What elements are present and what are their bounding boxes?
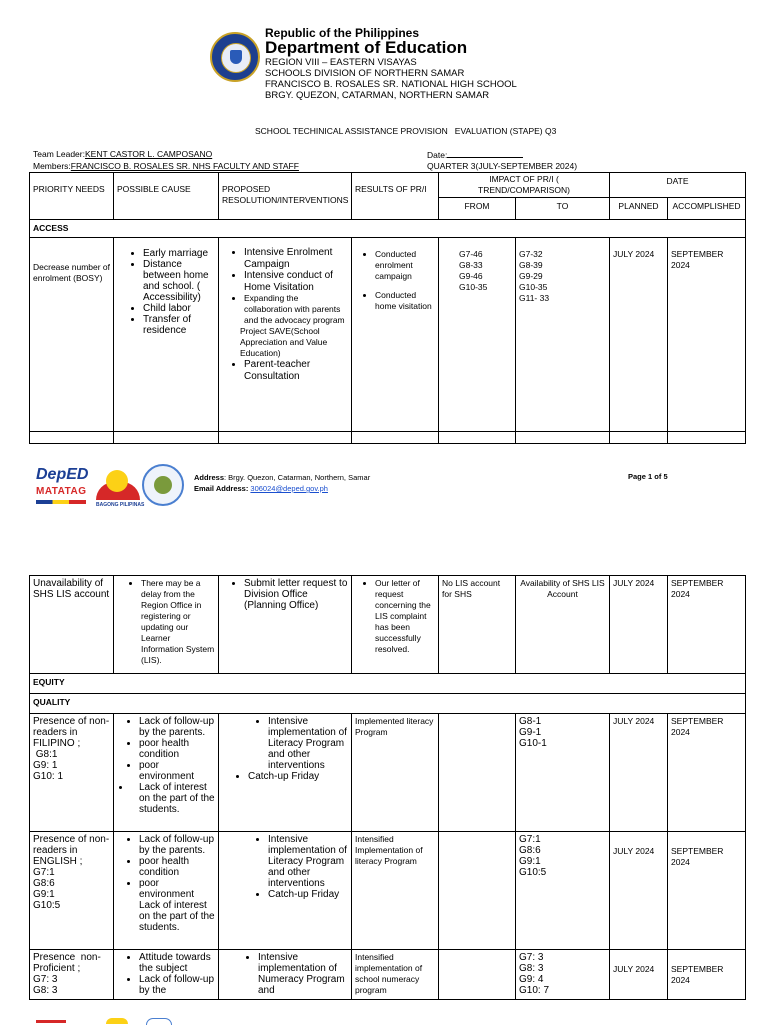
- intervention-item: • Submit letter request to Division Office (Planning Office): [244, 578, 348, 611]
- to-value: G10:5: [519, 867, 547, 878]
- priority-title: Presence non-Proficient ;: [33, 952, 101, 974]
- cause-item: • Lack of follow-up by the parents.: [139, 716, 215, 738]
- header-cause: POSSIBLE CAUSE: [114, 173, 219, 220]
- to-value: G10-1: [519, 738, 547, 749]
- intervention-item: • Catch-up Friday: [248, 771, 348, 782]
- causes-enrolment: [114, 238, 219, 432]
- result-item: • Our letter of request concerning the LIS complaint has been successfully resolved.: [375, 578, 435, 655]
- priority-line: G7: 3: [33, 974, 58, 985]
- accomplished-numeracy: SEPTEMBER 2024: [668, 950, 746, 1000]
- email-link[interactable]: 306024@deped.gov.ph: [250, 484, 328, 493]
- to-value: G9-1: [519, 727, 542, 738]
- header-planned: PLANNED: [610, 198, 668, 220]
- from-value: G8-33: [459, 260, 483, 270]
- header-from: FROM: [439, 198, 516, 220]
- cause-item: • Lack of follow-up by the parents.: [139, 834, 215, 856]
- cause-lis: [114, 576, 219, 674]
- intervention-item: • Intensive conduct of Home Visitation: [244, 270, 348, 293]
- quarter-label: QUARTER 3(JULY-SEPTEMBER 2024): [427, 161, 578, 171]
- accomplished-enrolment: SEPTEMBER 2024: [668, 238, 746, 432]
- address-value: : Brgy. Quezon, Catarman, Northern, Samar: [224, 473, 371, 482]
- members-label: Members:: [33, 161, 71, 171]
- header-accomplished: ACCOMPLISHED: [668, 198, 746, 220]
- result-english: Intensified Implementation of literacy Program: [352, 832, 439, 950]
- cause-item: • poor health condition: [139, 856, 215, 878]
- from-lis: No LIS account for SHS: [439, 576, 516, 674]
- intervention-item: • Intensive implementation of Literacy Program and other interventions: [268, 834, 348, 889]
- document-title: SCHOOL TECHINICAL ASSISTANCE PROVISION EVALUATION (STAPE) Q3: [255, 126, 557, 136]
- stape-table-page2: [29, 575, 746, 1000]
- to-value: G10: 7: [519, 985, 550, 996]
- page-current: 1: [648, 472, 653, 481]
- to-value: G8:6: [519, 845, 541, 856]
- email-label: Email Address: [194, 484, 246, 493]
- accomplished-english: SEPTEMBER 2024: [668, 832, 746, 950]
- cause-item: • Lack of follow-up by the: [139, 974, 215, 996]
- interventions-numeracy: [219, 950, 352, 1000]
- date-line: [427, 149, 523, 160]
- from-enrolment: [439, 238, 516, 432]
- result-numeracy: Intensified implementation of school numeracy program: [352, 950, 439, 1000]
- intervention-item: • Intensive implementation of Numeracy Program and: [258, 952, 348, 996]
- cause-item: • poor health condition: [139, 738, 215, 760]
- to-value: G7:1: [519, 834, 541, 845]
- accomplished-lis: SEPTEMBER 2024: [668, 576, 746, 674]
- planned-english: JULY 2024: [610, 832, 668, 950]
- to-lis: Availability of SHS LIS Account: [516, 576, 610, 674]
- planned-numeracy: JULY 2024: [610, 950, 668, 1000]
- cause-item: • Early marriage: [143, 248, 215, 259]
- team-leader-line: [33, 149, 212, 159]
- priority-line: G10:5: [33, 900, 61, 911]
- footer-logos: [36, 464, 186, 512]
- to-value: G9: 4: [519, 974, 544, 985]
- priority-line: G8:1: [33, 749, 58, 760]
- bagong-pilipinas-text: BAGONG PILIPINAS: [96, 502, 145, 508]
- cause-item: • Child labor: [143, 303, 215, 314]
- to-value: G9:1: [519, 856, 541, 867]
- project-save: Project SAVE(School Appreciation and Value Education): [240, 326, 328, 358]
- planned-lis: JULY 2024: [610, 576, 668, 674]
- section-access: ACCESS: [30, 220, 746, 238]
- header-address: BRGY. QUEZON, CATARMAN, NORTHERN SAMAR: [265, 90, 490, 101]
- empty-cell: [30, 432, 114, 444]
- accomplished-filipino: SEPTEMBER 2024: [668, 714, 746, 832]
- section-quality: QUALITY: [30, 694, 746, 714]
- empty-cell: [668, 432, 746, 444]
- result-filipino: Implemented literacy Program: [352, 714, 439, 832]
- to-value: G7-32: [519, 249, 543, 259]
- cause-item: • poor environment Lack of interest on the part of the students.: [139, 878, 215, 933]
- intervention-item: • Intensive Enrolment Campaign: [244, 247, 348, 270]
- intervention-item: • Intensive implementation of Literacy Program and other interventions: [268, 716, 348, 771]
- to-enrolment: [516, 238, 610, 432]
- header-proposed: PROPOSED RESOLUTION/INTERVENTIONS: [219, 173, 352, 220]
- team-leader-name: KENT CASTOR L. CAMPOSANO: [84, 149, 213, 159]
- priority-line: G8:6: [33, 878, 55, 889]
- matatag-wordmark: MATATAG: [36, 486, 87, 497]
- priority-line: G9:1: [33, 889, 55, 900]
- page-label: Page: [628, 472, 649, 481]
- team-leader-label: Team Leader:: [33, 149, 85, 159]
- cause-item: • There may be a delay from the Region Office in registering or updating our Learner Information System (LIS).: [141, 578, 215, 666]
- causes-english: [114, 832, 219, 950]
- date-label: Date:: [427, 150, 448, 160]
- members-line: [33, 161, 299, 171]
- header-division: SCHOOLS DIVISION OF NORTHERN SAMAR: [265, 68, 465, 79]
- results-enrolment: [352, 238, 439, 432]
- empty-cell: [610, 432, 668, 444]
- to-value: G7: 3: [519, 952, 544, 963]
- date-blank: [447, 149, 523, 158]
- section-equity: EQUITY: [30, 674, 746, 694]
- empty-cell: [114, 432, 219, 444]
- stape-table-page1: [29, 172, 746, 444]
- intervention-item: • Expanding the collaboration with parents and the advocacy program: [244, 293, 348, 326]
- from-value: G10-35: [459, 282, 488, 292]
- from-numeracy: [439, 950, 516, 1000]
- cause-item: • Distance between home and school. ( Accessibility): [143, 259, 215, 303]
- cause-item: • Lack of interest on the part of the students.: [131, 782, 215, 815]
- planned-filipino: JULY 2024: [610, 714, 668, 832]
- footer-logos-cropped: [36, 1016, 196, 1024]
- result-item: • Conducted enrolment campaign: [375, 249, 435, 282]
- priority-line: G10: 1: [33, 771, 64, 782]
- priority-numeracy: [30, 950, 114, 1000]
- to-value: G9-29: [519, 271, 543, 281]
- from-value: G7-46: [459, 249, 483, 259]
- header-region: REGION VIII – EASTERN VISAYAS: [265, 57, 417, 68]
- school-seal-logo: [142, 464, 184, 506]
- from-value: G9-46: [459, 271, 483, 281]
- header-school: FRANCISCO B. ROSALES SR. NATIONAL HIGH SCHOOL: [265, 79, 517, 90]
- to-value: G8-1: [519, 716, 542, 727]
- causes-numeracy: [114, 950, 219, 1000]
- priority-title: Presence of non-readers in ENGLISH ;: [33, 834, 110, 867]
- header-results: RESULTS OF PR/I: [352, 173, 439, 220]
- from-filipino: [439, 714, 516, 832]
- intervention-lis: [219, 576, 352, 674]
- causes-filipino: [114, 714, 219, 832]
- page-number: [628, 472, 668, 481]
- cause-item: • Transfer of residence: [143, 314, 215, 336]
- to-value: G10-35: [519, 282, 548, 292]
- priority-line: G9: 1: [33, 760, 58, 771]
- priority-lis: Unavailability of SHS LIS account: [30, 576, 114, 674]
- from-english: [439, 832, 516, 950]
- planned-enrolment: JULY 2024: [610, 238, 668, 432]
- members-value: FRANCISCO B. ROSALES SR. NHS FACULTY AND STAFF: [70, 161, 299, 171]
- priority-line: G8: 3: [33, 985, 58, 996]
- interventions-english: [219, 832, 352, 950]
- page-of: of: [652, 472, 664, 481]
- priority-english: [30, 832, 114, 950]
- to-numeracy: [516, 950, 610, 1000]
- intervention-item: • Parent-teacher Consultation: [244, 359, 348, 382]
- empty-cell: [439, 432, 516, 444]
- deped-seal-logo: [210, 32, 260, 82]
- header-to: TO: [516, 198, 610, 220]
- intervention-item: • Catch-up Friday: [268, 889, 348, 900]
- empty-cell: [352, 432, 439, 444]
- priority-enrolment: Decrease number of enrolment (BOSY): [30, 238, 114, 432]
- to-value: G8-39: [519, 260, 543, 270]
- priority-filipino: [30, 714, 114, 832]
- cause-item: • Attitude towards the subject: [139, 952, 215, 974]
- header-department: Department of Education: [265, 38, 468, 57]
- priority-line: G7:1: [33, 867, 55, 878]
- interventions-enrolment: [219, 238, 352, 432]
- footer-address-block: Address: Brgy. Quezon, Catarman, Northern, Samar Email Address: 306024@deped.gov.ph: [194, 473, 371, 493]
- empty-cell: [516, 432, 610, 444]
- interventions-filipino: [219, 714, 352, 832]
- to-filipino: [516, 714, 610, 832]
- deped-matatag-logo: [36, 464, 92, 508]
- header-date: DATE: [610, 173, 746, 198]
- address-label: Address: [194, 473, 225, 482]
- to-value: G8: 3: [519, 963, 544, 974]
- to-english: [516, 832, 610, 950]
- header-priority: PRIORITY NEEDS: [30, 173, 114, 220]
- deped-wordmark: DepED: [36, 466, 89, 483]
- header-republic: Republic of the Philippines: [265, 26, 420, 40]
- result-lis: [352, 576, 439, 674]
- page-total: 5: [663, 472, 668, 481]
- priority-title: Presence of non-readers in FILIPINO ;: [33, 716, 110, 749]
- bagong-pilipinas-logo: [96, 466, 145, 508]
- header-impact: IMPACT OF PR/I ( TREND/COMPARISON): [439, 173, 610, 198]
- result-item: • Conducted home visitation: [375, 290, 435, 312]
- empty-cell: [219, 432, 352, 444]
- cause-item: • poor environment: [139, 760, 215, 782]
- to-value: G11- 33: [519, 293, 550, 303]
